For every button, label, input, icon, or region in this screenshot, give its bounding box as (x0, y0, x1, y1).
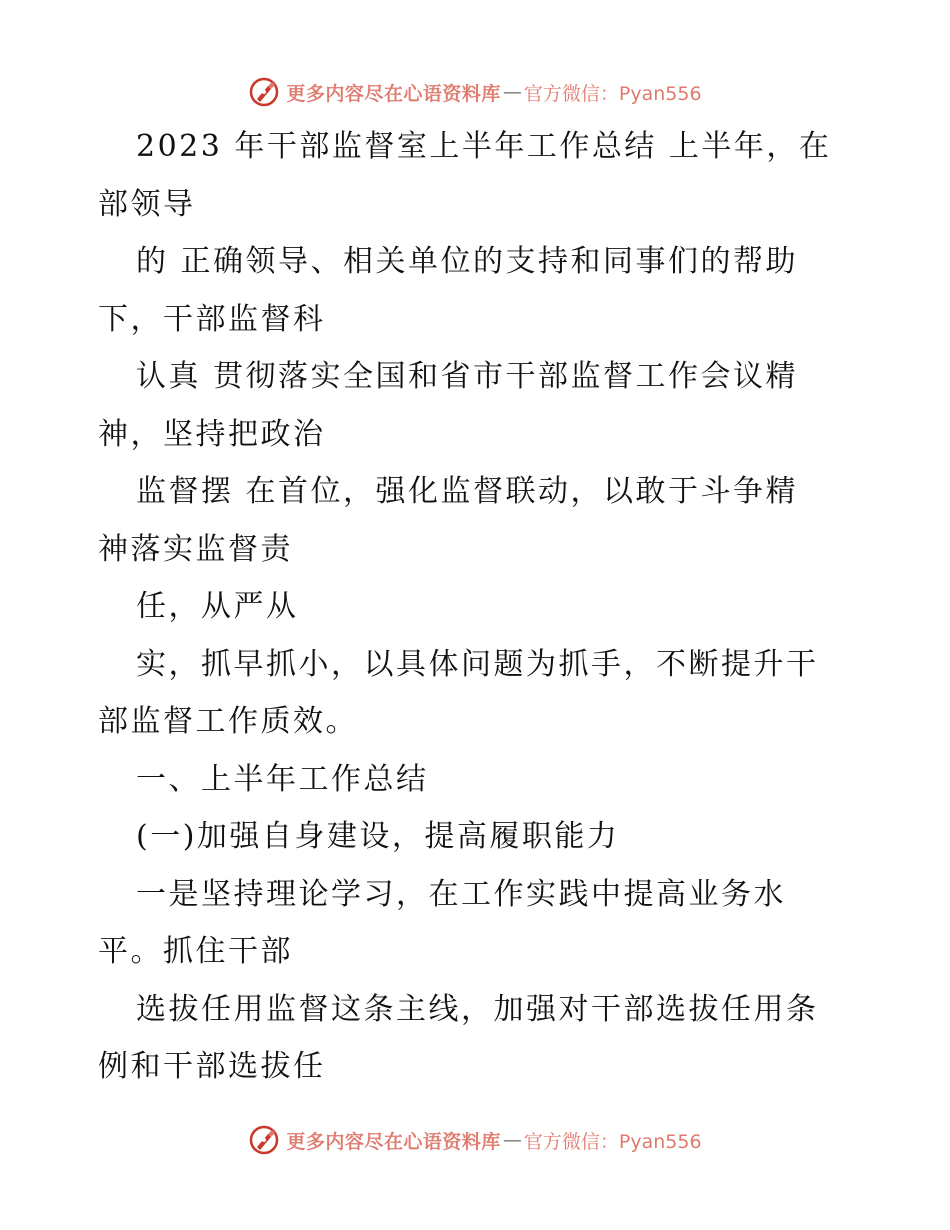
text-line: 平。抓住干部 (98, 934, 293, 969)
text-line: 部领导 (98, 186, 196, 222)
text-line: 2023 年干部监督室上半年工作总结 上半年，在 (136, 129, 832, 164)
text-line: 任，从严从 (136, 589, 299, 624)
text-line: 一是坚持理论学习，在工作实践中提高业务水 (136, 876, 786, 912)
watermark-text: 更多内容尽在心语资料库 (286, 1130, 501, 1153)
text-line: 的 正确领导、相关单位的支持和同事们的帮助 (136, 244, 799, 279)
text-line: 一、上半年工作总结 (136, 761, 429, 797)
text-line: 部监督工作质效。 (98, 704, 358, 739)
footer-watermark (0, 1120, 950, 1160)
watermark-account: 官方微信：Pyan556 (523, 1130, 702, 1153)
pen-logo-icon (248, 1124, 280, 1156)
pen-logo-icon (248, 76, 280, 108)
text-line: 例和干部选拔任 (98, 1049, 326, 1084)
watermark-dash: — (502, 81, 522, 103)
watermark-text: 更多内容尽在心语资料库 (286, 82, 501, 105)
text-line: 选拔任用监督这条主线，加强对干部选拔任用条 (136, 991, 819, 1027)
document-body (98, 118, 858, 1096)
text-line: 下，干部监督科 (98, 301, 326, 337)
header-watermark (0, 72, 950, 112)
text-line: 神落实监督责 (98, 531, 293, 567)
text-line: 实，抓早抓小，以具体问题为抓手，不断提升干 (136, 646, 819, 682)
text-line: 监督摆 在首位，强化监督联动，以敢于斗争精 (136, 474, 799, 509)
text-line: (一)加强自身建设，提高履职能力 (136, 819, 620, 854)
watermark-account: 官方微信：Pyan556 (523, 82, 702, 105)
text-line: 神，坚持把政治 (98, 416, 326, 452)
text-line: 认真 贯彻落实全国和省市干部监督工作会议精 (136, 359, 799, 394)
watermark-dash: — (502, 1129, 522, 1151)
